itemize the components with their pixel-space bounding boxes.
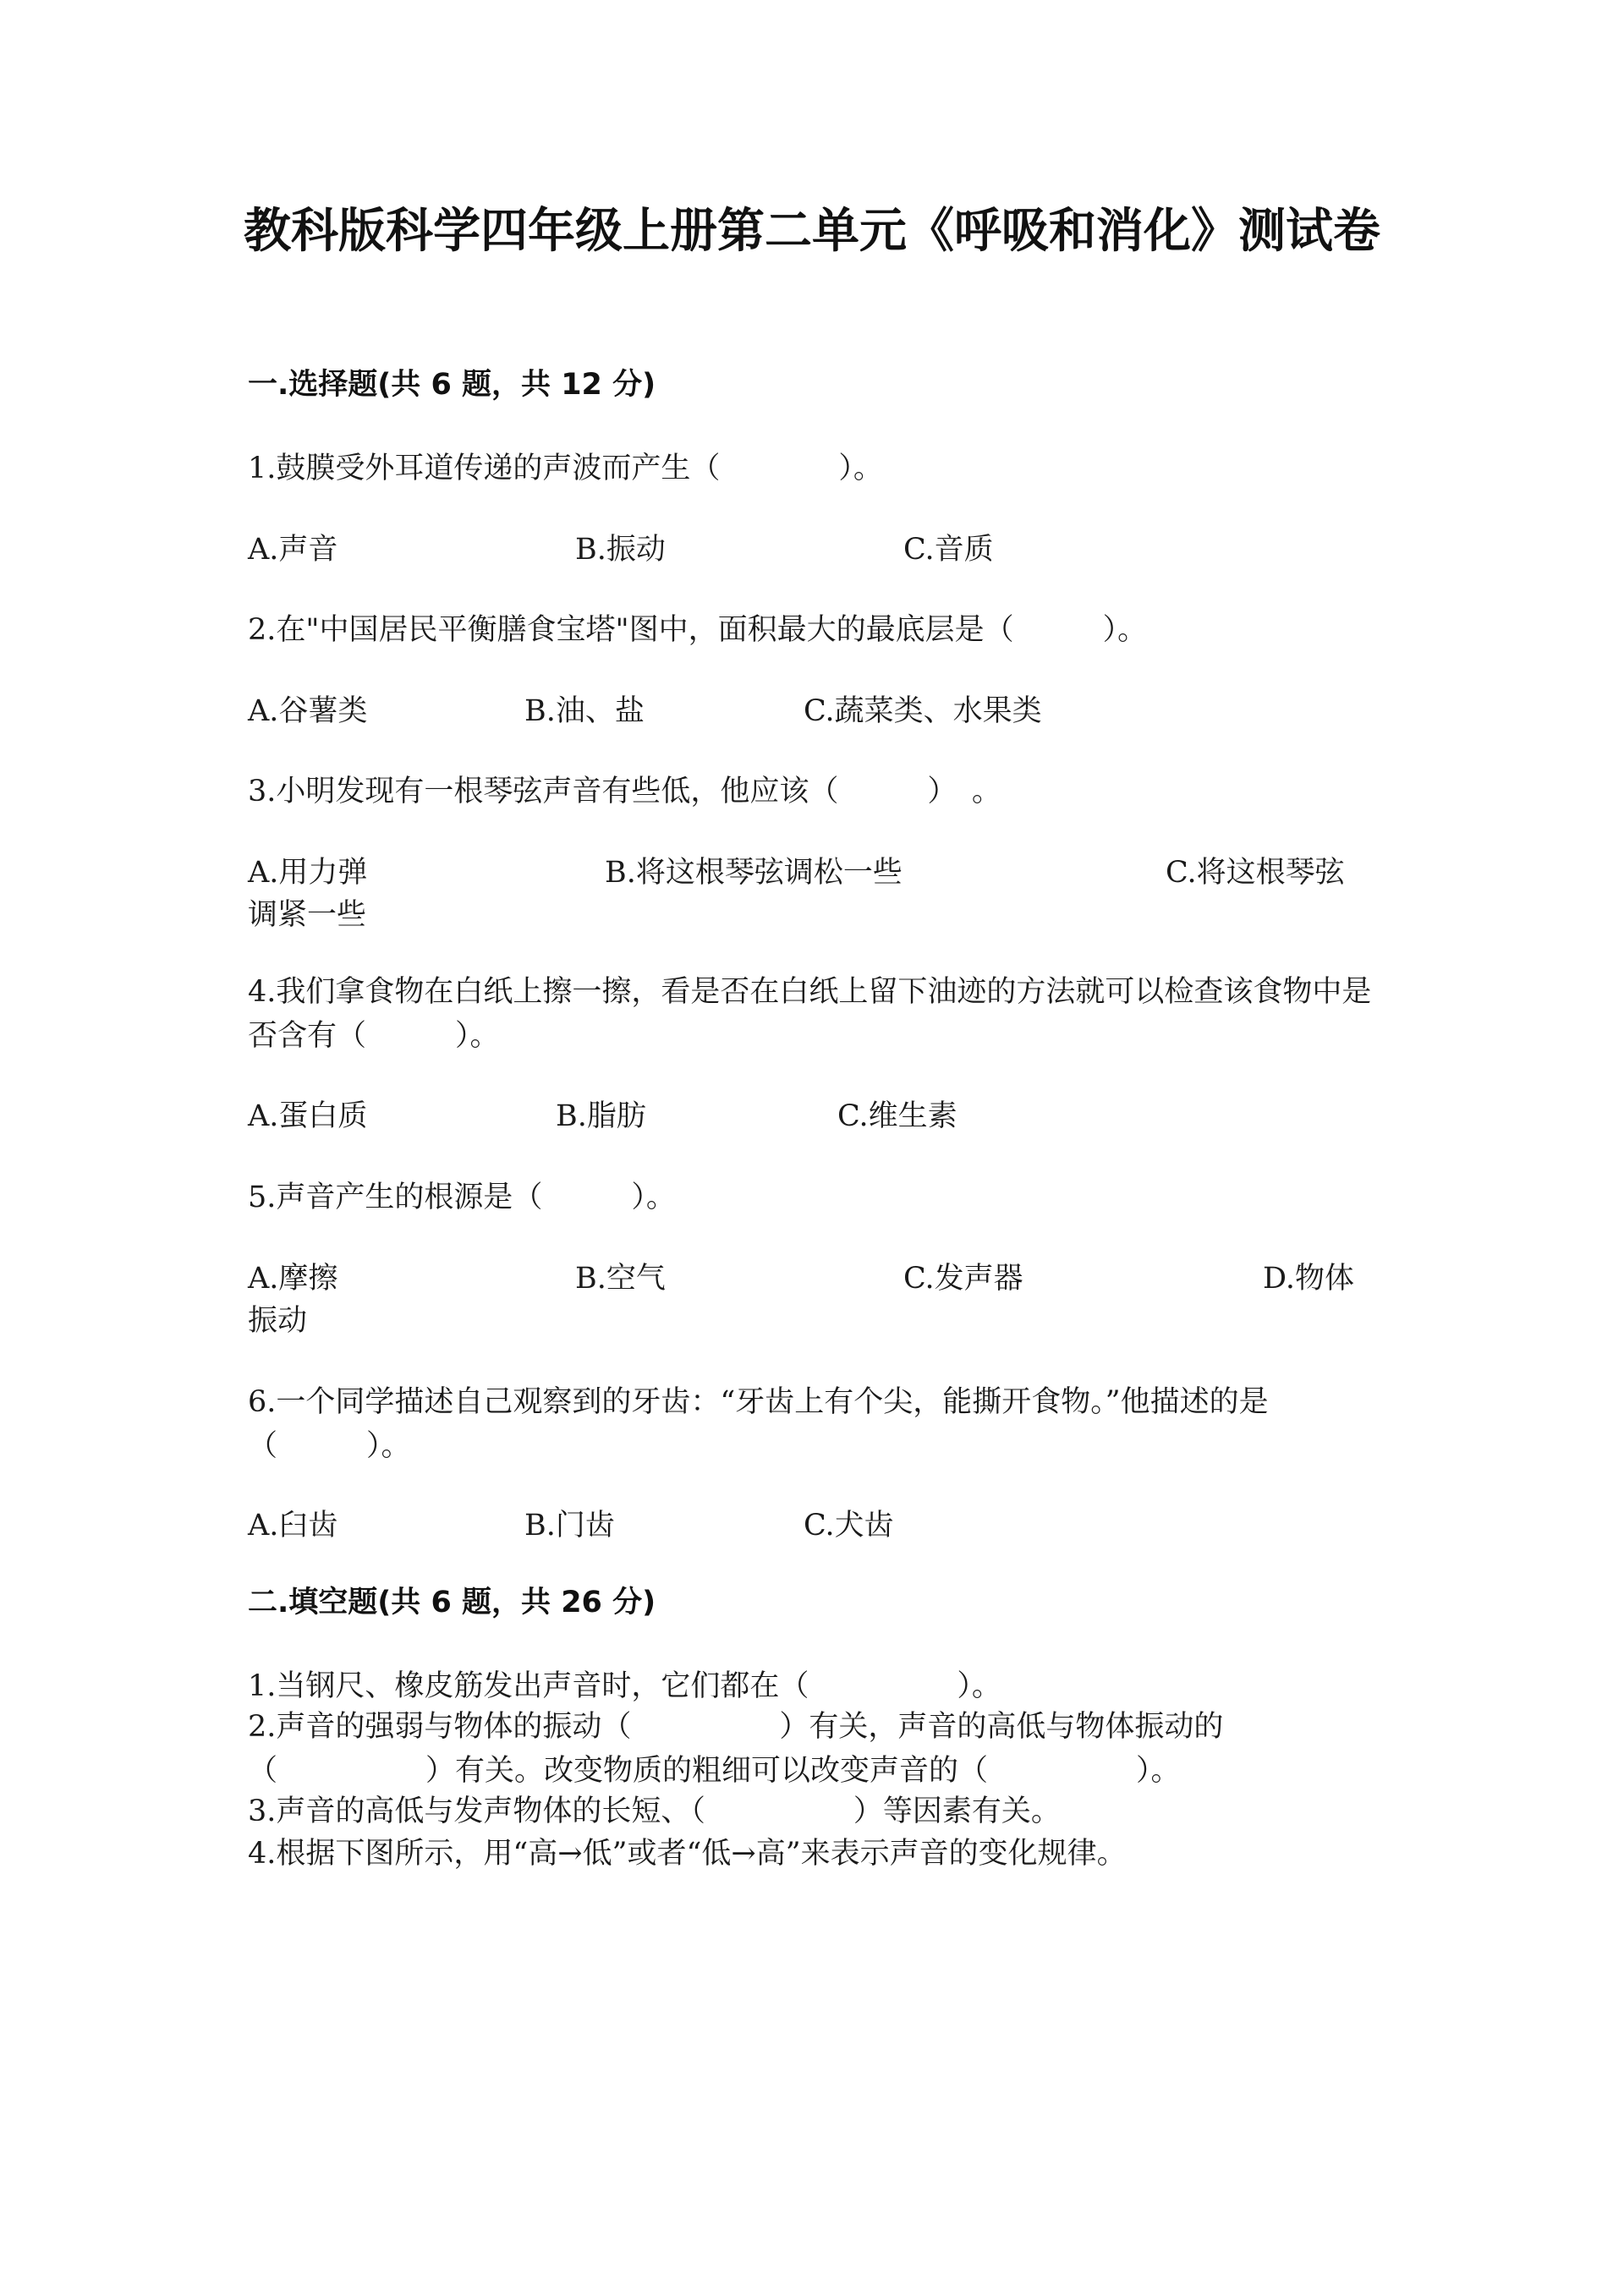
question-3-option-c-wrap: 调紧一些	[248, 898, 367, 932]
question-4-option-c: C.维生素	[837, 1099, 957, 1133]
question-5-option-d: D.物体	[1263, 1262, 1354, 1296]
question-3-option-a: A.用力弹	[248, 856, 368, 890]
question-4: 4.我们拿食物在白纸上擦一擦，看是否在白纸上留下油迹的方法就可以检查该食物中是否含有（ ）。	[248, 975, 1372, 1053]
question-3-option-b: B.将这根琴弦调松一些	[605, 856, 903, 890]
question-1-option-a: A.声音	[248, 533, 338, 567]
question-5-option-d-wrap: 振动	[248, 1304, 308, 1338]
question-5: 5.声音产生的根源是（ ）。	[248, 1181, 676, 1214]
section-heading-choice: 一.选择题(共 6 题，共 12 分)	[248, 368, 656, 402]
fill-question-3: 3.声音的高低与发声物体的长短、（ ）等因素有关。	[248, 1795, 1061, 1828]
question-6: 6.一个同学描述自己观察到的牙齿：“牙齿上有个尖，能撕开食物。”他描述的是（ ）。	[248, 1385, 1269, 1463]
question-6-option-c: C.犬齿	[804, 1509, 894, 1543]
section-heading-fill: 二.填空题(共 6 题，共 26 分)	[248, 1586, 656, 1619]
question-2-option-b: B.油、盐	[524, 694, 645, 728]
question-6-option-a: A.臼齿	[248, 1509, 338, 1543]
fill-question-4: 4.根据下图所示，用“高→低”或者“低→高”来表示声音的变化规律。	[248, 1837, 1127, 1871]
question-3-option-c: C.将这根琴弦	[1166, 856, 1345, 890]
question-5-option-c: C.发声器	[903, 1262, 1023, 1296]
question-3: 3.小明发现有一根琴弦声音有些低，他应该（ ） 。	[248, 775, 1001, 808]
fill-question-1: 1.当钢尺、橡皮筋发出声音时，它们都在（ ）。	[248, 1669, 1001, 1703]
question-5-option-b: B.空气	[575, 1262, 666, 1296]
question-6-option-b: B.门齿	[524, 1509, 615, 1543]
question-2-option-c: C.蔬菜类、水果类	[804, 694, 1042, 728]
question-1-option-b: B.振动	[575, 533, 666, 567]
question-4-option-b: B.脂肪	[556, 1099, 646, 1133]
page-title: 教科版科学四年级上册第二单元《呼吸和消化》测试卷	[244, 204, 1380, 259]
question-1: 1.鼓膜受外耳道传递的声波而产生（ ）。	[248, 452, 883, 485]
fill-question-2: 2.声音的强弱与物体的振动（ ）有关，声音的高低与物体振动的（ ）有关。改变物质的粗细可以改变声音的（ ）。	[248, 1710, 1224, 1788]
question-2: 2.在"中国居民平衡膳食宝塔"图中，面积最大的最底层是（ ）。	[248, 613, 1148, 647]
question-5-option-a: A.摩擦	[248, 1262, 338, 1296]
question-2-option-a: A.谷薯类	[248, 694, 368, 728]
question-4-option-a: A.蛋白质	[248, 1099, 368, 1133]
question-1-option-c: C.音质	[903, 533, 994, 567]
